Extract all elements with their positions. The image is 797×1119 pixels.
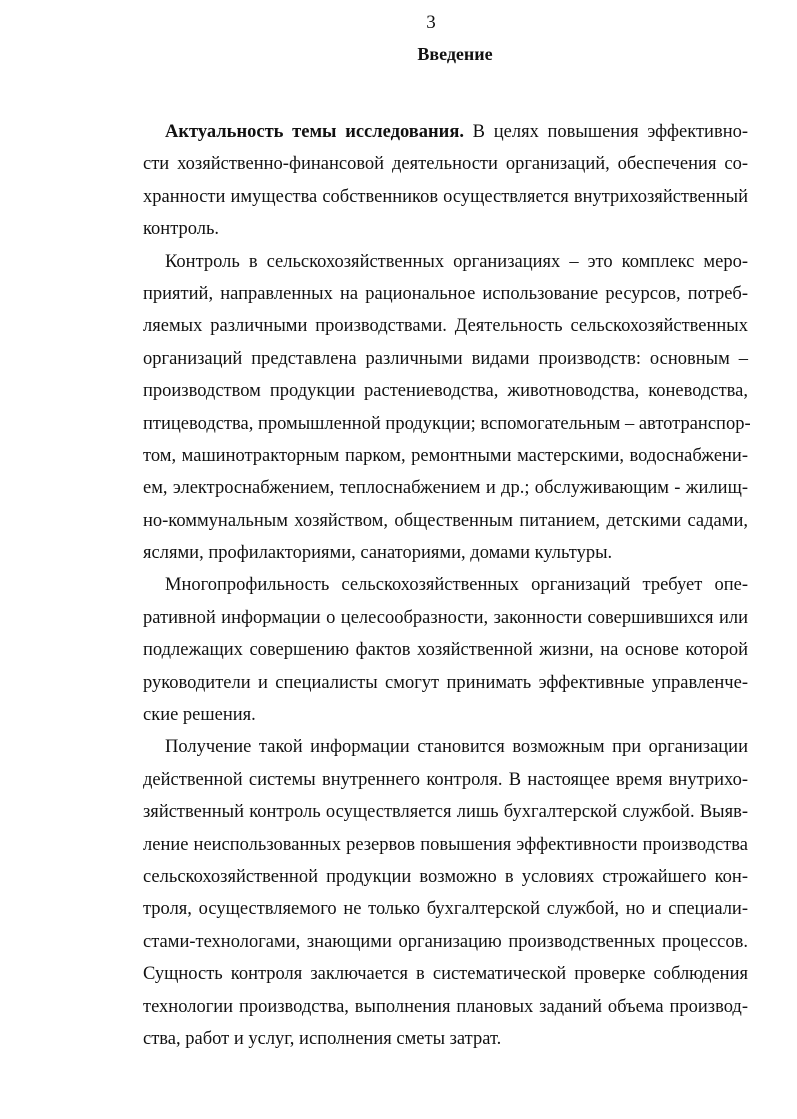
text-line: ляемых различными производствами. Деятельность сельскохозяйственных: [143, 316, 748, 337]
section-title: Введение: [417, 44, 493, 64]
paragraph: [143, 569, 748, 731]
text-line: хранности имущества собственников осуществляется внутрихозяйственный: [143, 186, 748, 207]
text-line: ративной информации о целесообразности, законности совершившихся или: [143, 607, 748, 628]
text-line: контроль.: [143, 219, 220, 240]
text-line: стами-технологами, знающими организацию производственных процессов.: [143, 931, 748, 952]
text-line: троля, осуществляемого не только бухгалтерской службой, но и специали-: [143, 899, 748, 920]
text-line: ские решения.: [143, 705, 256, 726]
text-span: В целях повышения эффективно-: [463, 122, 748, 142]
text-line: сти хозяйственно-финансовой деятельности организаций, обеспечения со-: [143, 154, 748, 175]
text-line: зяйственный контроль осуществляется лишь бухгалтерской службой. Выяв-: [143, 802, 748, 823]
text-line: птицеводства, промышленной продукции; вспомогательным – автотранспор-: [143, 413, 751, 434]
text-line: приятий, направленных на рациональное использование ресурсов, потреб-: [143, 283, 748, 304]
paragraph: [143, 246, 751, 570]
text-line: Получение такой информации становится возможным при организации: [165, 737, 748, 758]
document-body: [143, 116, 751, 1055]
text-line: [143, 116, 748, 148]
text-line: яслями, профилакториями, санаториями, домами культуры.: [143, 543, 613, 564]
text-line: технологии производства, выполнения плановых заданий объема производ-: [143, 996, 748, 1017]
text-line: производством продукции растениеводства, животноводства, коневодства,: [143, 381, 748, 402]
text-line: Многопрофильность сельскохозяйственных организаций требует опе-: [165, 575, 748, 596]
text-line: но-коммунальным хозяйством, общественным питанием, детскими садами,: [143, 510, 748, 531]
paragraph: [143, 116, 748, 246]
text-line: сельскохозяйственной продукции возможно в условиях строжайшего кон-: [143, 866, 748, 887]
paragraph: [143, 731, 748, 1055]
text-line: том, машинотракторным парком, ремонтными мастерскими, водоснабжени-: [143, 445, 748, 466]
text-line: руководители и специалисты смогут принимать эффективные управленче-: [143, 672, 748, 693]
text-line: Контроль в сельскохозяйственных организациях – это комплекс меро-: [165, 251, 748, 272]
text-line: Сущность контроля заключается в систематической проверке соблюдения: [143, 964, 748, 985]
text-line: ства, работ и услуг, исполнения сметы затрат.: [143, 1028, 502, 1049]
text-line: организаций представлена различными видами производств: основным –: [143, 348, 748, 369]
text-line: ем, электроснабжением, теплоснабжением и др.; обслуживающим - жилищ-: [143, 478, 748, 499]
page-number: 3: [426, 12, 436, 33]
text-line: действенной системы внутреннего контроля. В настоящее время внутрихо-: [143, 769, 748, 790]
text-line: подлежащих совершению фактов хозяйственной жизни, на основе которой: [143, 640, 748, 661]
lead-heading: Актуальность темы исследования.: [165, 122, 464, 142]
text-line: ление неиспользованных резервов повышения эффективности производства: [143, 834, 748, 855]
